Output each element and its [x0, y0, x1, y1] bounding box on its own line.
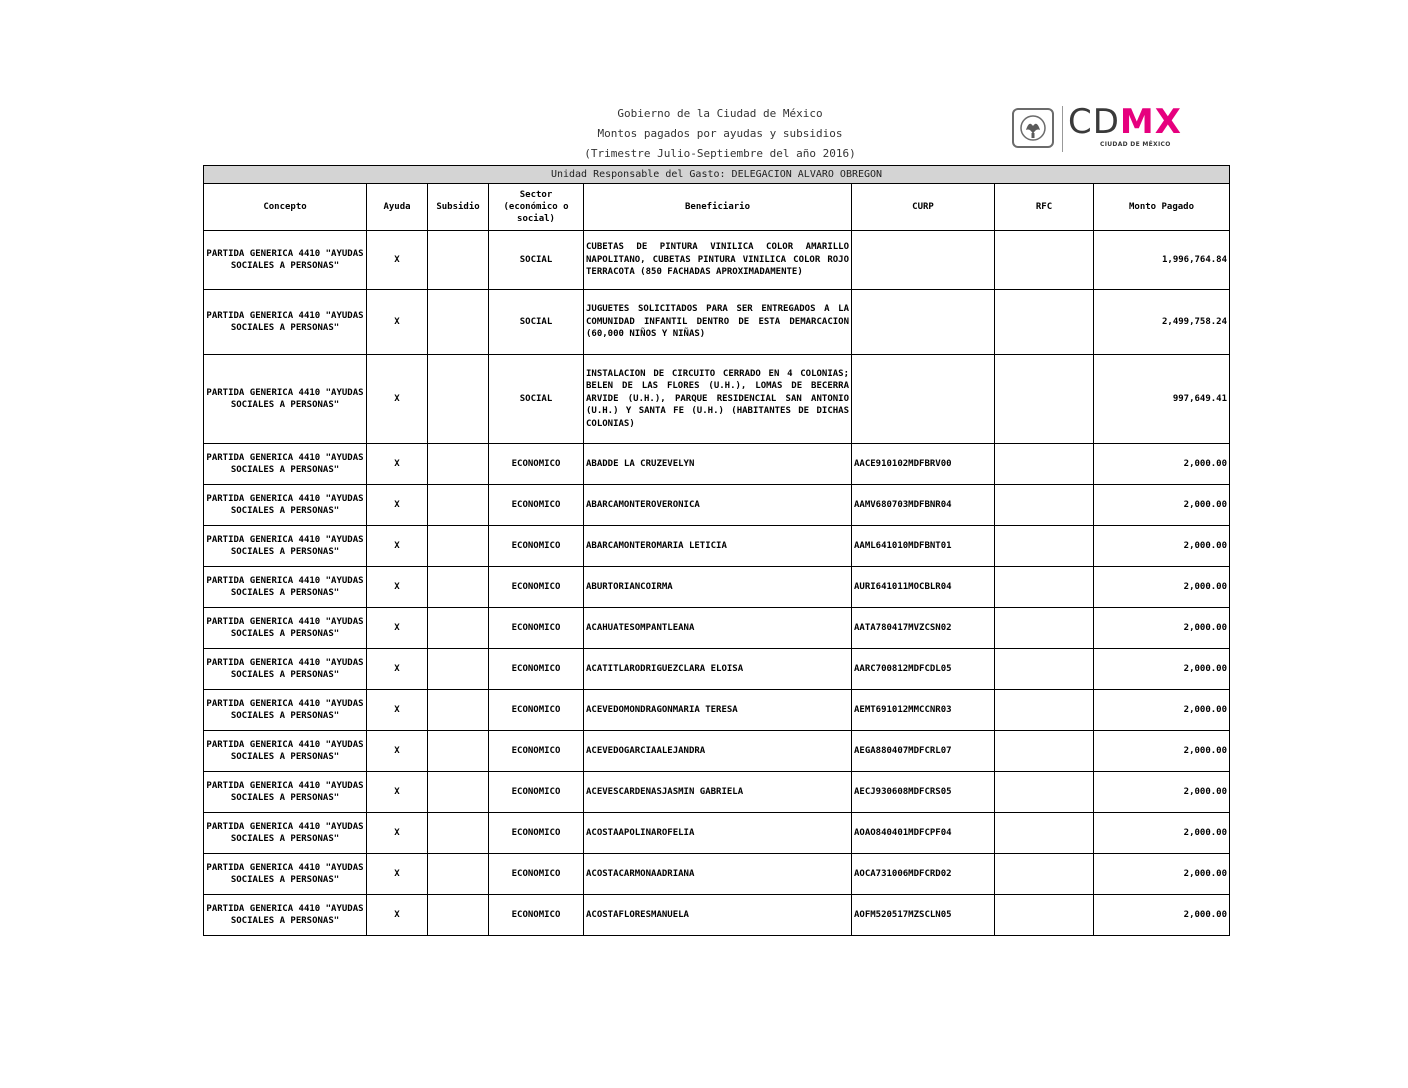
- cell-concepto: PARTIDA GENERICA 4410 "AYUDAS SOCIALES A PERSONAS": [204, 231, 367, 290]
- cell-ayuda: X: [367, 690, 428, 731]
- cell-subsidio: [428, 567, 489, 608]
- cell-subsidio: [428, 290, 489, 355]
- cell-beneficiario: ACOSTAAPOLINAROFELIA: [584, 813, 852, 854]
- cell-ayuda: X: [367, 231, 428, 290]
- responsible-unit: Unidad Responsable del Gasto: DELEGACION ALVARO OBREGON: [204, 166, 1230, 184]
- cell-ayuda: X: [367, 355, 428, 444]
- cell-rfc: [995, 731, 1094, 772]
- cell-rfc: [995, 567, 1094, 608]
- cell-curp: [852, 231, 995, 290]
- cell-beneficiario: ACATITLARODRIGUEZCLARA ELOISA: [584, 649, 852, 690]
- cell-subsidio: [428, 649, 489, 690]
- cell-curp: AEMT691012MMCCNR03: [852, 690, 995, 731]
- cell-sector: SOCIAL: [489, 355, 584, 444]
- cell-monto: 2,499,758.24: [1094, 290, 1230, 355]
- cell-subsidio: [428, 526, 489, 567]
- cell-sector: ECONOMICO: [489, 608, 584, 649]
- column-header-concepto: Concepto: [204, 184, 367, 231]
- cell-subsidio: [428, 854, 489, 895]
- column-header-beneficiario: Beneficiario: [584, 184, 852, 231]
- column-header-ayuda: Ayuda: [367, 184, 428, 231]
- cell-concepto: PARTIDA GENERICA 4410 "AYUDAS SOCIALES A PERSONAS": [204, 608, 367, 649]
- table-row: [204, 731, 1230, 772]
- cell-concepto: PARTIDA GENERICA 4410 "AYUDAS SOCIALES A PERSONAS": [204, 485, 367, 526]
- cell-concepto: PARTIDA GENERICA 4410 "AYUDAS SOCIALES A PERSONAS": [204, 567, 367, 608]
- logo-subtitle: CIUDAD DE MÉXICO: [1100, 141, 1171, 148]
- cell-ayuda: X: [367, 444, 428, 485]
- report-header: [520, 104, 920, 164]
- cell-sector: ECONOMICO: [489, 813, 584, 854]
- cell-curp: AOFM520517MZSCLN05: [852, 895, 995, 936]
- cell-sector: ECONOMICO: [489, 895, 584, 936]
- cell-curp: AOAO840401MDFCPF04: [852, 813, 995, 854]
- cell-subsidio: [428, 690, 489, 731]
- cell-ayuda: X: [367, 485, 428, 526]
- cell-monto: 2,000.00: [1094, 608, 1230, 649]
- cell-subsidio: [428, 895, 489, 936]
- cell-curp: AOCA731006MDFCRD02: [852, 854, 995, 895]
- report-period: (Trimestre Julio-Septiembre del año 2016): [584, 147, 856, 160]
- cell-beneficiario: ACEVESCARDENASJASMIN GABRIELA: [584, 772, 852, 813]
- table-row: [204, 854, 1230, 895]
- cell-beneficiario: CUBETAS DE PINTURA VINILICA COLOR AMARILLO NAPOLITANO, CUBETAS PINTURA VINILICA COLOR ROJO TERRACOTA (850 FACHADAS APROXIMADAMENTE): [584, 231, 852, 290]
- table-row: [204, 355, 1230, 444]
- table-row: [204, 567, 1230, 608]
- cell-ayuda: X: [367, 567, 428, 608]
- cell-monto: 2,000.00: [1094, 649, 1230, 690]
- cell-concepto: PARTIDA GENERICA 4410 "AYUDAS SOCIALES A PERSONAS": [204, 895, 367, 936]
- cell-subsidio: [428, 485, 489, 526]
- cell-beneficiario: ABURTORIANCOIRMA: [584, 567, 852, 608]
- cell-concepto: PARTIDA GENERICA 4410 "AYUDAS SOCIALES A PERSONAS": [204, 690, 367, 731]
- table-row: [204, 649, 1230, 690]
- cell-rfc: [995, 772, 1094, 813]
- cell-concepto: PARTIDA GENERICA 4410 "AYUDAS SOCIALES A PERSONAS": [204, 772, 367, 813]
- cell-rfc: [995, 854, 1094, 895]
- cell-sector: ECONOMICO: [489, 854, 584, 895]
- logo-divider: [1062, 106, 1063, 152]
- cell-beneficiario: ACEVEDOGARCIAALEJANDRA: [584, 731, 852, 772]
- cell-subsidio: [428, 231, 489, 290]
- cell-sector: ECONOMICO: [489, 526, 584, 567]
- table-row: [204, 485, 1230, 526]
- cell-curp: AURI641011MOCBLR04: [852, 567, 995, 608]
- cell-ayuda: X: [367, 526, 428, 567]
- table-row: [204, 526, 1230, 567]
- column-header-monto: Monto Pagado: [1094, 184, 1230, 231]
- column-header-rfc: RFC: [995, 184, 1094, 231]
- cell-curp: AATA780417MVZCSN02: [852, 608, 995, 649]
- table-row: [204, 813, 1230, 854]
- cell-sector: ECONOMICO: [489, 649, 584, 690]
- table-row: [204, 290, 1230, 355]
- cell-curp: AAML641010MDFBNT01: [852, 526, 995, 567]
- cell-ayuda: X: [367, 731, 428, 772]
- cell-subsidio: [428, 772, 489, 813]
- cell-monto: 2,000.00: [1094, 444, 1230, 485]
- table-row: [204, 231, 1230, 290]
- column-header-sector: Sector (económico o social): [489, 184, 584, 231]
- table-row: [204, 690, 1230, 731]
- cell-curp: AAMV680703MDFBNR04: [852, 485, 995, 526]
- cell-concepto: PARTIDA GENERICA 4410 "AYUDAS SOCIALES A PERSONAS": [204, 526, 367, 567]
- cell-subsidio: [428, 355, 489, 444]
- cell-concepto: PARTIDA GENERICA 4410 "AYUDAS SOCIALES A PERSONAS": [204, 731, 367, 772]
- cell-beneficiario: ABADDE LA CRUZEVELYN: [584, 444, 852, 485]
- cell-concepto: PARTIDA GENERICA 4410 "AYUDAS SOCIALES A PERSONAS": [204, 290, 367, 355]
- cell-sector: ECONOMICO: [489, 567, 584, 608]
- cell-rfc: [995, 485, 1094, 526]
- cell-sector: ECONOMICO: [489, 485, 584, 526]
- cell-rfc: [995, 608, 1094, 649]
- cell-rfc: [995, 690, 1094, 731]
- table-body: [204, 231, 1230, 936]
- cell-rfc: [995, 355, 1094, 444]
- column-header-subsidio: Subsidio: [428, 184, 489, 231]
- cell-beneficiario: INSTALACION DE CIRCUITO CERRADO EN 4 COLONIAS; BELEN DE LAS FLORES (U.H.), LOMAS DE BECERRA ARVIDE (U.H.), PARQUE RESIDENCIAL SAN ANTONIO (U.H.) Y SANTA FE (U.H.) (HABITANTES DE DICHAS COLONIAS): [584, 355, 852, 444]
- cell-concepto: PARTIDA GENERICA 4410 "AYUDAS SOCIALES A PERSONAS": [204, 854, 367, 895]
- cell-monto: 2,000.00: [1094, 813, 1230, 854]
- cell-ayuda: X: [367, 895, 428, 936]
- cell-sector: ECONOMICO: [489, 772, 584, 813]
- cell-sector: ECONOMICO: [489, 731, 584, 772]
- cell-subsidio: [428, 731, 489, 772]
- cell-monto: 2,000.00: [1094, 895, 1230, 936]
- government-seal-icon: [1012, 108, 1054, 148]
- cell-rfc: [995, 895, 1094, 936]
- cell-sector: ECONOMICO: [489, 690, 584, 731]
- cell-monto: 997,649.41: [1094, 355, 1230, 444]
- cell-beneficiario: JUGUETES SOLICITADOS PARA SER ENTREGADOS A LA COMUNIDAD INFANTIL DENTRO DE ESTA DEMARCACION (60,000 NIÑOS Y NIÑAS): [584, 290, 852, 355]
- cell-beneficiario: ACEVEDOMONDRAGONMARIA TERESA: [584, 690, 852, 731]
- cell-ayuda: X: [367, 813, 428, 854]
- cell-ayuda: X: [367, 772, 428, 813]
- cell-monto: 2,000.00: [1094, 690, 1230, 731]
- payments-table: [203, 165, 1230, 936]
- cell-rfc: [995, 813, 1094, 854]
- cell-rfc: [995, 290, 1094, 355]
- cell-beneficiario: ABARCAMONTEROVERONICA: [584, 485, 852, 526]
- report-title: Montos pagados por ayudas y subsidios: [597, 127, 843, 140]
- cell-rfc: [995, 526, 1094, 567]
- cell-beneficiario: ACOSTAFLORESMANUELA: [584, 895, 852, 936]
- cell-ayuda: X: [367, 290, 428, 355]
- cell-concepto: PARTIDA GENERICA 4410 "AYUDAS SOCIALES A PERSONAS": [204, 355, 367, 444]
- cell-curp: AACE910102MDFBRV00: [852, 444, 995, 485]
- column-header-curp: CURP: [852, 184, 995, 231]
- cell-sector: SOCIAL: [489, 290, 584, 355]
- table-row: [204, 895, 1230, 936]
- cell-concepto: PARTIDA GENERICA 4410 "AYUDAS SOCIALES A PERSONAS": [204, 444, 367, 485]
- cell-monto: 2,000.00: [1094, 485, 1230, 526]
- cell-curp: [852, 355, 995, 444]
- cell-monto: 2,000.00: [1094, 526, 1230, 567]
- cell-ayuda: X: [367, 649, 428, 690]
- cell-beneficiario: ACOSTACARMONAADRIANA: [584, 854, 852, 895]
- cell-curp: AEGA880407MDFCRL07: [852, 731, 995, 772]
- cell-monto: 2,000.00: [1094, 731, 1230, 772]
- cell-curp: AARC700812MDFCDL05: [852, 649, 995, 690]
- cell-rfc: [995, 231, 1094, 290]
- cell-concepto: PARTIDA GENERICA 4410 "AYUDAS SOCIALES A PERSONAS": [204, 813, 367, 854]
- cell-subsidio: [428, 813, 489, 854]
- cell-concepto: PARTIDA GENERICA 4410 "AYUDAS SOCIALES A PERSONAS": [204, 649, 367, 690]
- government-name: Gobierno de la Ciudad de México: [617, 107, 823, 120]
- table-row: [204, 608, 1230, 649]
- cell-ayuda: X: [367, 608, 428, 649]
- table-row: [204, 772, 1230, 813]
- cell-monto: 2,000.00: [1094, 567, 1230, 608]
- cell-monto: 2,000.00: [1094, 772, 1230, 813]
- cell-rfc: [995, 444, 1094, 485]
- cell-curp: [852, 290, 995, 355]
- logo-wordmark: CDMX: [1068, 102, 1182, 142]
- cell-beneficiario: ABARCAMONTEROMARIA LETICIA: [584, 526, 852, 567]
- cell-curp: AECJ930608MDFCRS05: [852, 772, 995, 813]
- cell-monto: 1,996,764.84: [1094, 231, 1230, 290]
- cell-subsidio: [428, 444, 489, 485]
- cell-sector: ECONOMICO: [489, 444, 584, 485]
- cell-ayuda: X: [367, 854, 428, 895]
- cell-monto: 2,000.00: [1094, 854, 1230, 895]
- cell-subsidio: [428, 608, 489, 649]
- cell-rfc: [995, 649, 1094, 690]
- cell-sector: SOCIAL: [489, 231, 584, 290]
- table-row: [204, 444, 1230, 485]
- cdmx-logo: [1010, 104, 1210, 154]
- cell-beneficiario: ACAHUATESOMPANTLEANA: [584, 608, 852, 649]
